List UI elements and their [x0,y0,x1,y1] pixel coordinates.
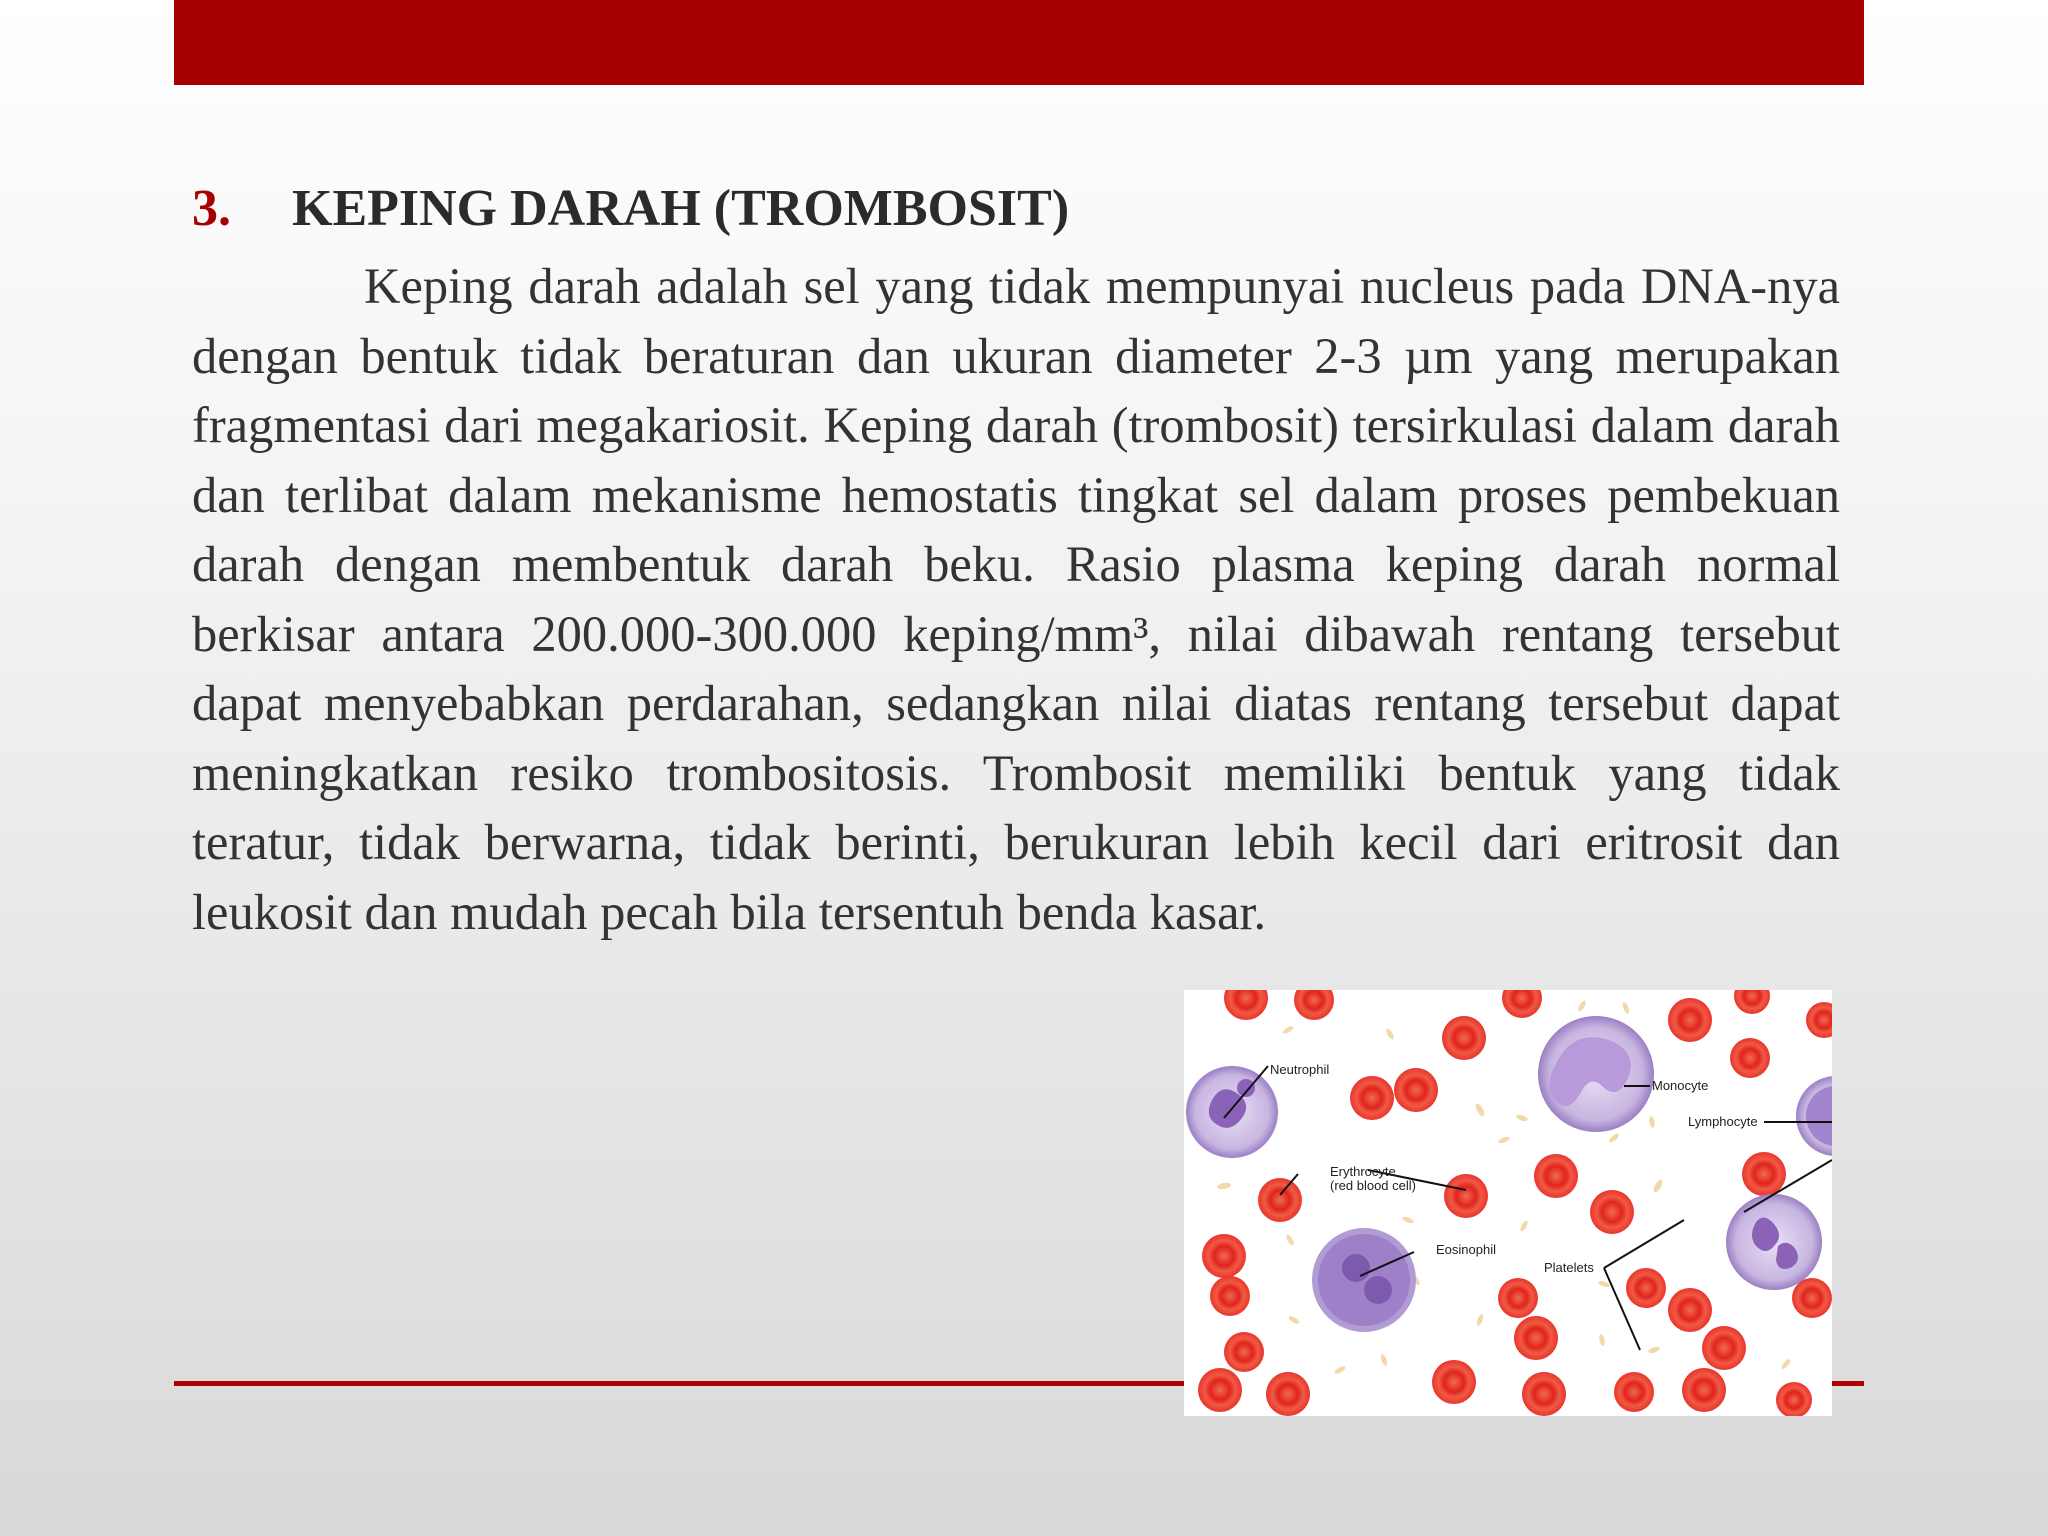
label-monocyte: Monocyte [1652,1078,1709,1093]
label-platelets: Platelets [1544,1260,1594,1275]
heading-number: 3. [192,180,231,237]
neutrophil-cell-2 [1726,1194,1822,1290]
neutrophil-cell [1186,1066,1278,1158]
eosinophil-cell [1312,1228,1416,1332]
label-erythrocyte-line1: Erythrocyte [1330,1164,1396,1179]
label-erythrocyte-line2: (red blood cell) [1330,1178,1416,1193]
monocyte-cell [1538,1016,1654,1132]
blood-cells-illustration [1184,990,1832,1416]
label-neutrophil: Neutrophil [1270,1062,1330,1077]
header-accent-bar [174,0,1864,85]
body-paragraph: Keping darah adalah sel yang tidak mempunyai nucleus pada DNA-nya dengan bentuk tidak beraturan dan ukuran diameter 2-3 µm yang merupakan fragmentasi dari megakariosit. Keping darah (trombosit) tersirkulasi dalam darah dan terlibat dalam mekanisme hemostatis tingkat sel dalam proses pembekuan darah dengan membentuk darah beku. Rasio plasma keping darah normal berkisar antara 200.000-300.000 keping/mm³, nilai dibawah rentang tersebut dapat menyebabkan perdarahan, sedangkan nilai diatas rentang tersebut dapat meningkatkan resiko trombositosis. Trombosit memiliki bentuk yang tidak teratur, tidak berwarna, tidak berinti, berukuran lebih kecil dari eritrosit dan leukosit dan mudah pecah bila tersentuh benda kasar. [192,258,1840,940]
blood-cells-svg [1184,990,1832,1416]
label-lymphocyte: Lymphocyte [1688,1114,1758,1129]
label-eosinophil: Eosinophil [1436,1242,1496,1257]
slide-heading [192,176,1069,242]
heading-title: KEPING DARAH (TROMBOSIT) [292,180,1070,237]
